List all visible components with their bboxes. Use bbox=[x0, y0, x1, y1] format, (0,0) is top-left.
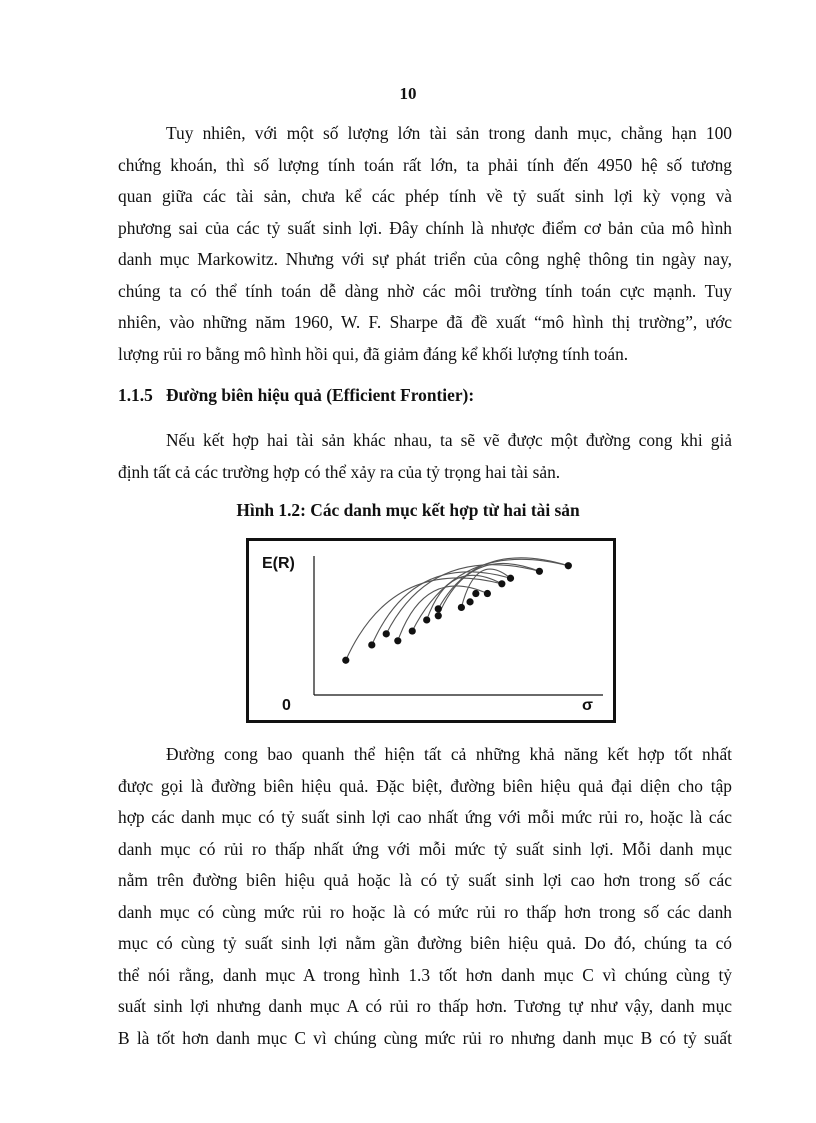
paragraph-line: suất sinh lợi nhưng danh mục A có rủi ro thấp hơn. Tương tự như vậy, danh mục bbox=[118, 996, 732, 1016]
data-point-11 bbox=[472, 590, 479, 597]
origin-label: 0 bbox=[282, 697, 291, 714]
data-point-15 bbox=[536, 568, 543, 575]
paragraph-line: phương sai của các tỷ suất sinh lợi. Đây chính là nhược điểm cơ bản của mô hình bbox=[118, 217, 732, 238]
x-axis-label: σ bbox=[582, 697, 593, 714]
paragraph-1 bbox=[118, 118, 732, 370]
figure-caption: Hình 1.2: Các danh mục kết hợp từ hai tài sản bbox=[236, 500, 580, 520]
chart-svg bbox=[246, 538, 616, 723]
page-number: 10 bbox=[399, 84, 417, 103]
data-point-1 bbox=[342, 657, 349, 664]
data-point-12 bbox=[484, 590, 491, 597]
paragraph-line: mục có cùng tỷ suất sinh lợi nằm gần đường biên hiệu quả. Do đó, chúng ta có bbox=[118, 933, 732, 953]
section-heading bbox=[118, 385, 474, 406]
data-point-3 bbox=[383, 630, 390, 637]
paragraph-line: B là tốt hơn danh mục C vì chúng cùng mức rủi ro nhưng danh mục B có tỷ suất bbox=[118, 1027, 732, 1048]
paragraph-line: quan giữa các tài sản, chưa kể các phép tính về tỷ suất sinh lợi kỳ vọng và bbox=[118, 186, 732, 206]
paragraph-line: Đường cong bao quanh thể hiện tất cả những khả năng kết hợp tốt nhất bbox=[166, 744, 732, 764]
data-point-2 bbox=[368, 641, 375, 648]
paragraph-line: Tuy nhiên, với một số lượng lớn tài sản trong danh mục, chẳng hạn 100 bbox=[166, 123, 732, 143]
paragraph-line: chúng ta có thể tính toán dễ dàng nhờ các môi trường tính toán cực mạnh. Tuy bbox=[118, 280, 732, 301]
data-point-7 bbox=[435, 612, 442, 619]
paragraph-line: hợp các danh mục có tỷ suất sinh lợi cao nhất ứng với mỗi mức rủi ro, hoặc là các bbox=[118, 807, 732, 827]
y-axis-label: E(R) bbox=[262, 555, 295, 572]
data-point-8 bbox=[435, 605, 442, 612]
paragraph-2 bbox=[118, 425, 732, 488]
data-point-5 bbox=[409, 627, 416, 634]
paragraph-line: danh mục có rủi ro thấp nhất ứng với mỗi mức tỷ suất sinh lợi. Mỗi danh mục bbox=[118, 838, 732, 859]
paragraph-line: nằm trên đường biên hiệu quả hoặc là có tỷ suất sinh lợi cao hơn trong số các bbox=[118, 870, 732, 890]
data-point-6 bbox=[423, 616, 430, 623]
paragraph-line: lượng rủi ro bằng mô hình hồi qui, đã giảm đáng kể khối lượng tính toán. bbox=[118, 343, 629, 364]
paragraph-3 bbox=[118, 739, 732, 1054]
paragraph-line: nhiên, vào những năm 1960, W. F. Sharpe đã đề xuất “mô hình thị trường”, ước bbox=[118, 312, 732, 332]
paragraph-line: thể nói rằng, danh mục A trong hình 1.3 tốt hơn danh mục C vì chúng cùng tỷ bbox=[118, 964, 732, 985]
data-point-10 bbox=[466, 598, 473, 605]
paragraph-line: danh mục Markowitz. Nhưng với sự phát triển của công nghệ thông tin ngày nay, bbox=[118, 249, 732, 269]
section-title: Đường biên hiệu quả (Efficient Frontier): bbox=[166, 385, 475, 405]
paragraph-line: định tất cả các trường hợp có thể xảy ra của tỷ trọng hai tài sản. bbox=[118, 461, 561, 482]
paragraph-line: được gọi là đường biên hiệu quả. Đặc biệt, đường biên hiệu quả đại diện cho tập bbox=[118, 775, 732, 796]
data-point-14 bbox=[507, 575, 514, 582]
paragraph-line: chứng khoán, thì số lượng tính toán rất lớn, ta phải tính đến 4950 hệ số tương bbox=[118, 154, 732, 175]
paragraph-line: danh mục có cùng mức rủi ro hoặc là có mức rủi ro thấp hơn trong số các danh bbox=[118, 901, 732, 922]
section-number: 1.1.5 bbox=[118, 385, 153, 405]
data-point-16 bbox=[565, 562, 572, 569]
data-point-9 bbox=[458, 604, 465, 611]
data-point-4 bbox=[394, 637, 401, 644]
chart-border bbox=[248, 540, 615, 722]
data-point-13 bbox=[498, 580, 505, 587]
paragraph-line: Nếu kết hợp hai tài sản khác nhau, ta sẽ vẽ được một đường cong khi giả bbox=[166, 430, 732, 450]
chart bbox=[246, 538, 616, 723]
